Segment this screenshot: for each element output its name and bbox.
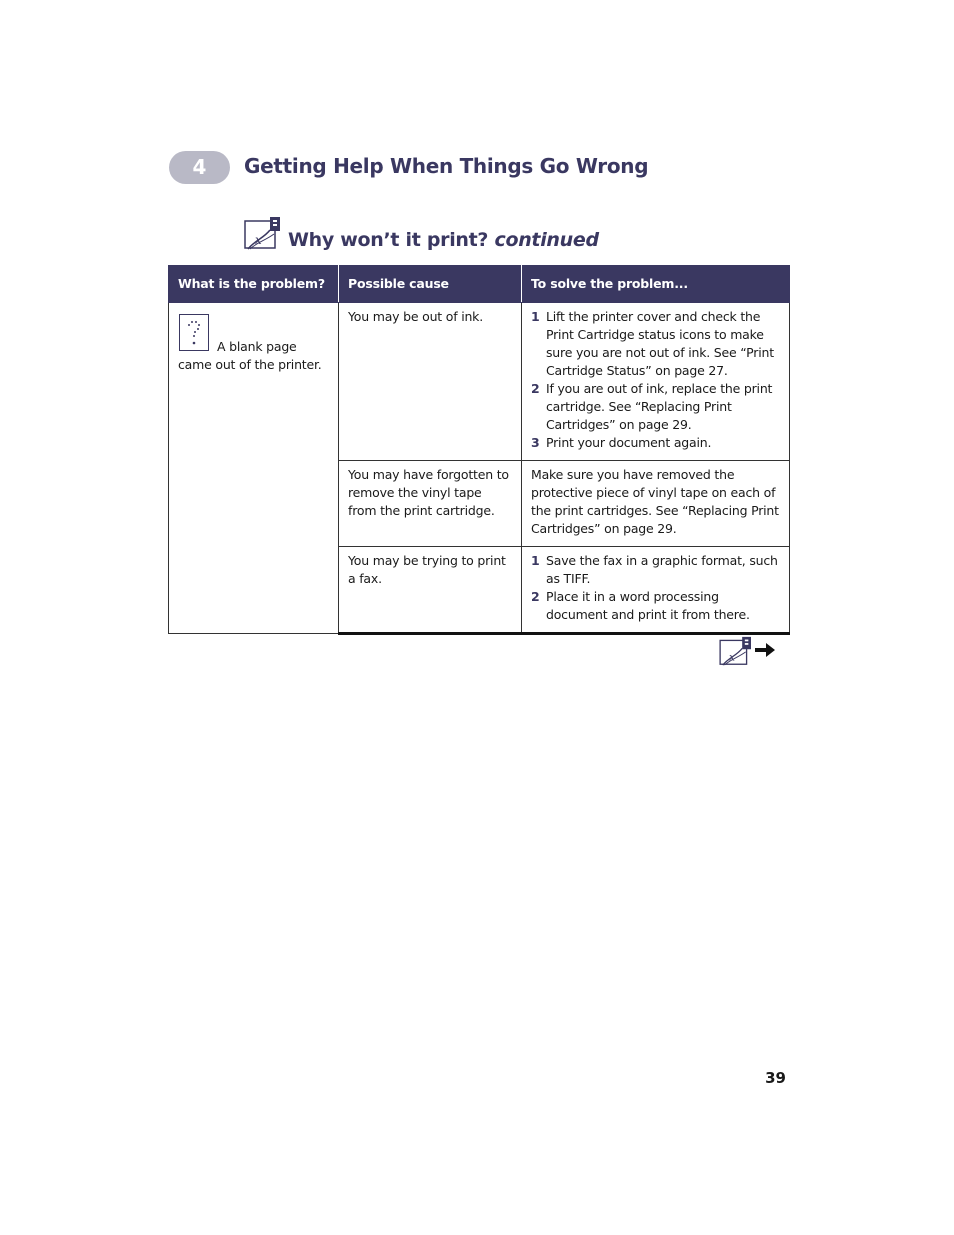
step-text: If you are out of ink, replace the print cartridge. See “Replacing Print Cartridges” on page 29.: [546, 381, 773, 432]
step-number: 3: [531, 435, 540, 450]
step-number: 1: [531, 309, 540, 324]
section-title-continued: continued: [494, 229, 599, 251]
solution-cell: [522, 547, 790, 634]
header-solution: To solve the problem...: [522, 266, 790, 303]
problem-cell: [169, 303, 339, 634]
cause-cell: You may be out of ink.: [339, 303, 522, 461]
step-number: 2: [531, 381, 540, 396]
step-text: Print your document again.: [546, 435, 712, 450]
header-cause: Possible cause: [339, 266, 522, 303]
solution-step: [531, 552, 780, 588]
question-mark-page-icon: [179, 314, 209, 351]
header-problem: What is the problem?: [169, 266, 339, 303]
solution-step: [531, 380, 780, 434]
chapter-number-badge: 4: [169, 151, 230, 184]
cause-cell: You may be trying to print a fax.: [339, 547, 522, 634]
solution-cell: Make sure you have removed the protective piece of vinyl tape on each of the print cartridges. See “Replacing Print Cartridges” on page 29.: [522, 461, 790, 547]
solution-step: [531, 588, 780, 624]
right-arrow-icon[interactable]: [754, 642, 776, 658]
step-text: Save the fax in a graphic format, such as TIFF.: [546, 553, 778, 586]
table-row: [169, 303, 790, 461]
table-header-row: [169, 266, 790, 303]
troubleshooting-table: [168, 265, 790, 635]
step-text: Place it in a word processing document and print it from there.: [546, 589, 750, 622]
problem-text: A blank page came out of the printer.: [178, 339, 322, 372]
page-number: 39: [765, 1069, 786, 1087]
printer-fax-icon: [244, 216, 282, 250]
section-title: [288, 229, 599, 251]
svg-text:x: x: [255, 233, 262, 247]
step-number: 2: [531, 589, 540, 604]
printer-fax-icon[interactable]: [719, 636, 753, 666]
step-text: Lift the printer cover and check the Print Cartridge status icons to make sure you are not out of ink. See “Print Cartridge Status” on page 27.: [546, 309, 774, 378]
solution-steps: [531, 552, 780, 624]
solution-step: [531, 434, 780, 452]
step-number: 1: [531, 553, 540, 568]
solution-steps: [531, 308, 780, 452]
solution-cell: [522, 303, 790, 461]
cause-cell: You may have forgotten to remove the vinyl tape from the print cartridge.: [339, 461, 522, 547]
solution-step: [531, 308, 780, 380]
chapter-title: Getting Help When Things Go Wrong: [244, 154, 649, 178]
svg-text:x: x: [728, 651, 735, 664]
section-title-main: Why won’t it print?: [288, 229, 489, 251]
